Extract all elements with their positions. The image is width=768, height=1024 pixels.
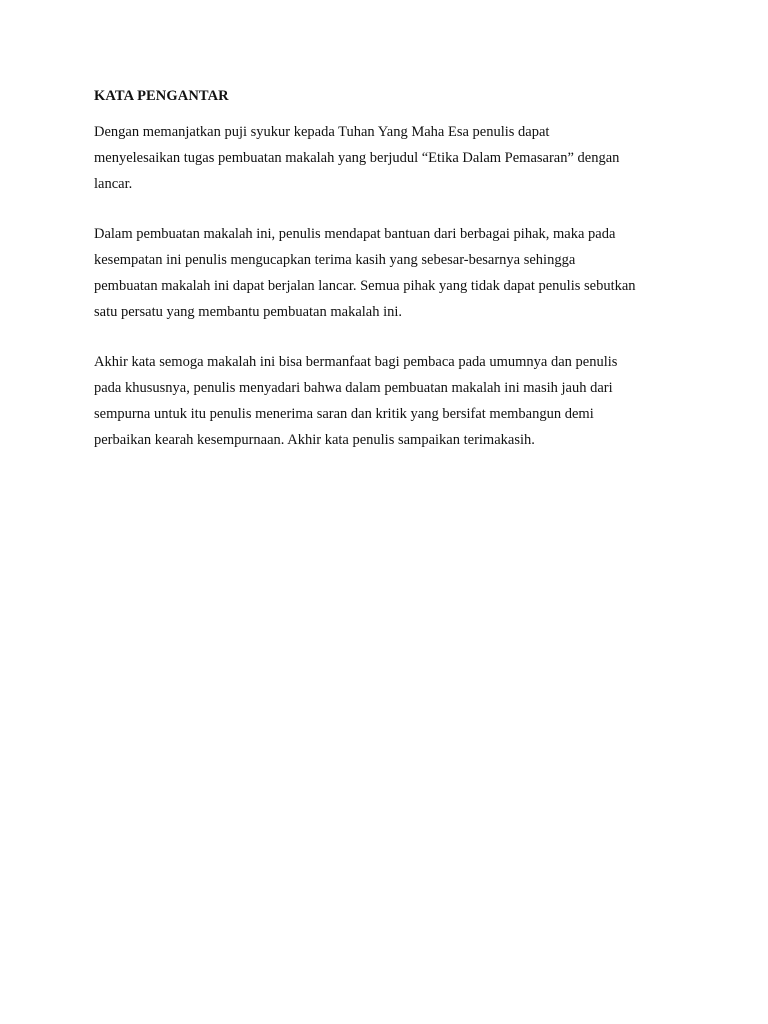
paragraph-2	[94, 221, 684, 325]
paragraph-line: pada khususnya, penulis menyadari bahwa dalam pembuatan makalah ini masih jauh dari	[94, 380, 613, 396]
paragraph-1	[94, 119, 684, 197]
paragraph-line: perbaikan kearah kesempurnaan. Akhir kata penulis sampaikan terimakasih.	[94, 432, 535, 448]
paragraph-line: pembuatan makalah ini dapat berjalan lancar. Semua pihak yang tidak dapat penulis sebutkan	[94, 278, 636, 294]
paragraph-line: satu persatu yang membantu pembuatan makalah ini.	[94, 304, 403, 320]
paragraph-3	[94, 349, 684, 453]
paragraph-line: sempurna untuk itu penulis menerima saran dan kritik yang bersifat membangun demi	[94, 406, 594, 422]
page-title: KATA PENGANTAR	[94, 88, 229, 104]
document-body	[94, 86, 684, 477]
paragraph-line: kesempatan ini penulis mengucapkan terima kasih yang sebesar-besarnya sehingga	[94, 252, 576, 268]
paragraph-line: menyelesaikan tugas pembuatan makalah yang berjudul “Etika Dalam Pemasaran” dengan	[94, 150, 620, 166]
paragraph-line: Dalam pembuatan makalah ini, penulis mendapat bantuan dari berbagai pihak, maka pada	[94, 226, 616, 242]
paragraph-line: lancar.	[94, 176, 133, 192]
paragraph-line: Akhir kata semoga makalah ini bisa bermanfaat bagi pembaca pada umumnya dan penulis	[94, 354, 618, 370]
paragraph-line: Dengan memanjatkan puji syukur kepada Tuhan Yang Maha Esa penulis dapat	[94, 124, 550, 140]
